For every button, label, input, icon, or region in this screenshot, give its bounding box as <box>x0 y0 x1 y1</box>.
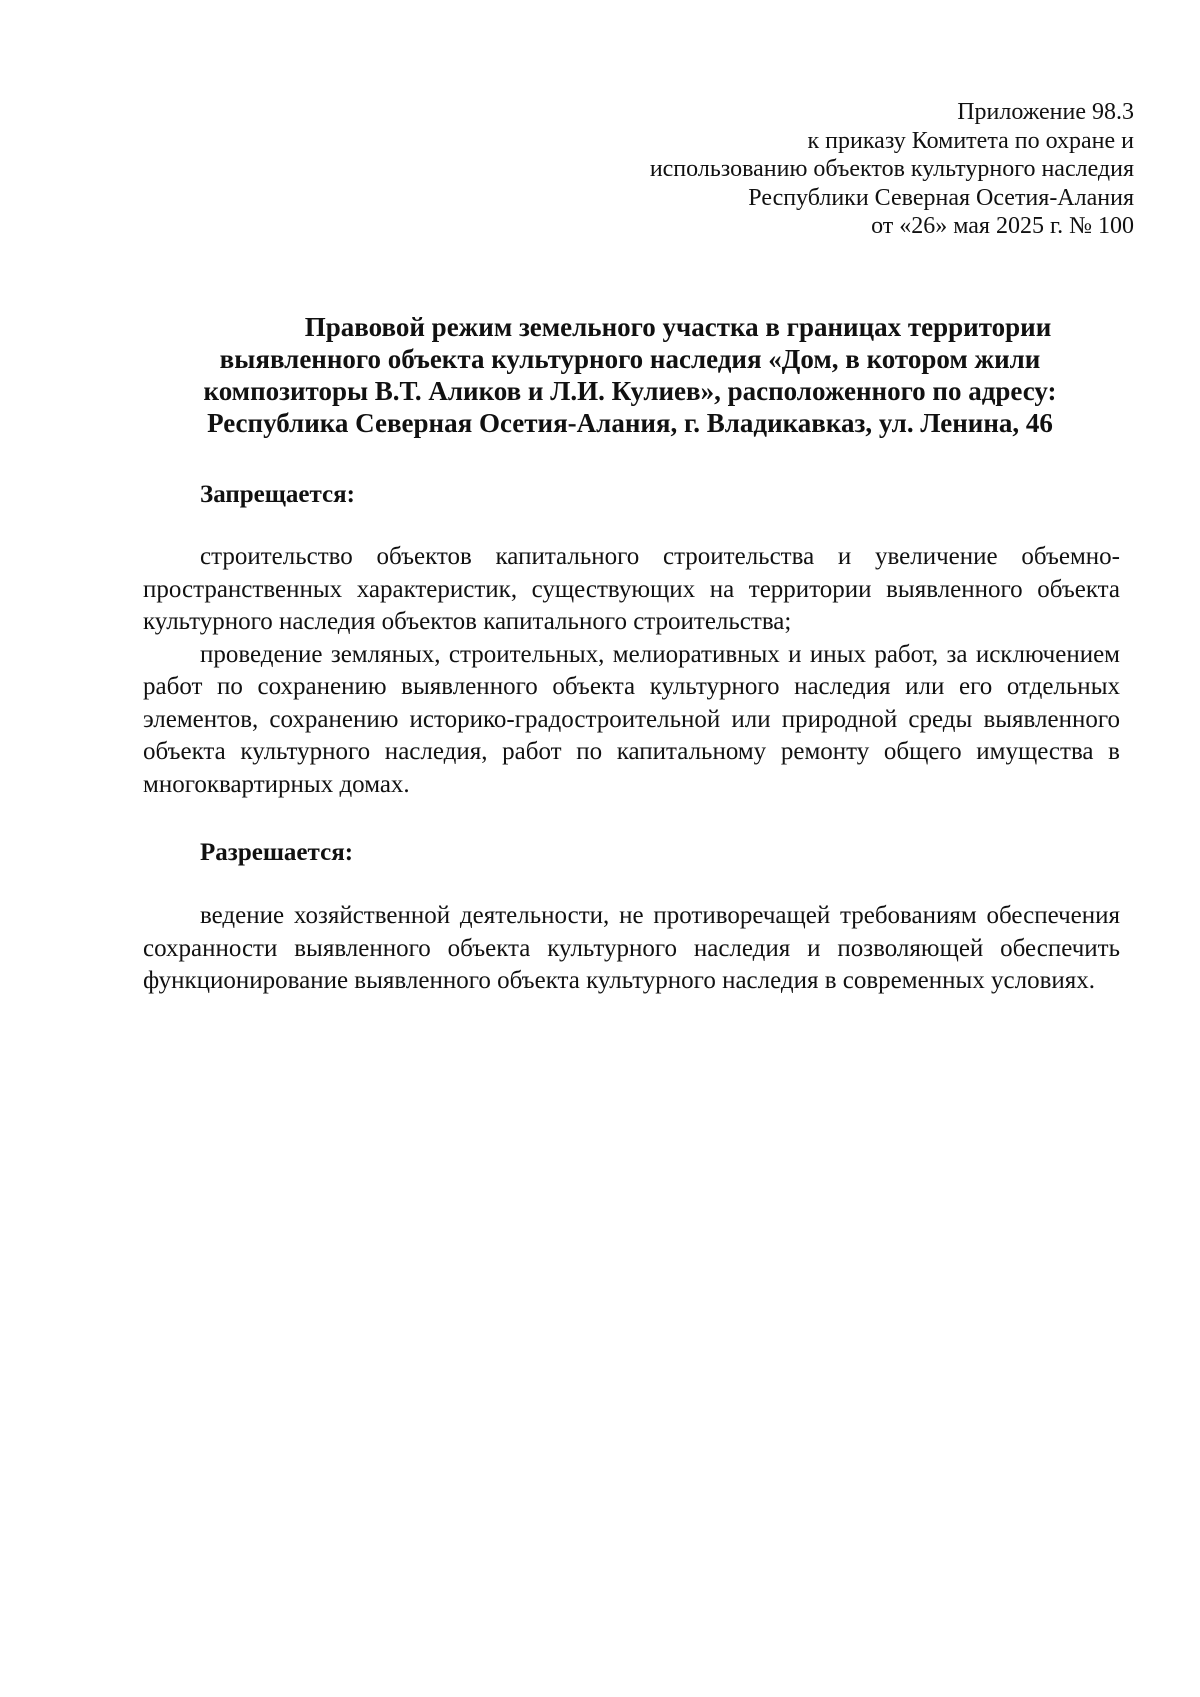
allowed-heading: Разрешается: <box>200 839 354 866</box>
prohibited-heading: Запрещается: <box>200 481 356 508</box>
appendix-header <box>574 98 1134 241</box>
title-line: выявленного объекта культурного наследия «Дом, в котором жили <box>219 344 1041 374</box>
appendix-republic: Республики Северная Осетия-Алания <box>748 184 1134 211</box>
prohibited-paragraph: строительство объектов капитального строительства и увеличение объемно-пространственных характеристик, существующих на территории выявленного объекта культурного наследия объектов капитального строительства; <box>143 543 1120 635</box>
title-line: Правовой режим земельного участка в границах территории <box>304 312 1052 342</box>
appendix-date: от «26» мая 2025 г. № 100 <box>871 213 1134 239</box>
document-title <box>140 311 1120 439</box>
appendix-committee: использованию объектов культурного наследия <box>649 156 1134 182</box>
allowed-section <box>143 900 1120 998</box>
prohibited-section <box>143 541 1120 801</box>
allowed-paragraph: ведение хозяйственной деятельности, не противоречащей требованиям обеспечения сохранности выявленного объекта культурного наследия и позволяющей обеспечить функционирование выявленного объекта культурного наследия в современных условиях. <box>143 902 1120 994</box>
appendix-number: Приложение 98.3 <box>957 99 1134 125</box>
appendix-order-ref: к приказу Комитета по охране и <box>807 127 1134 154</box>
title-line: Республика Северная Осетия-Алания, г. Владикавказ, ул. Ленина, 46 <box>207 408 1053 438</box>
prohibited-paragraph: проведение земляных, строительных, мелиоративных и иных работ, за исключением работ по сохранению выявленного объекта культурного наследия или его отдельных элементов, сохранению историко-градостроительной или природной среды выявленного объекта культурного наследия, работ по капитальному ремонту общего имущества в многоквартирных домах. <box>143 640 1120 798</box>
title-line: композиторы В.Т. Аликов и Л.И. Кулиев», расположенного по адресу: <box>203 376 1057 406</box>
